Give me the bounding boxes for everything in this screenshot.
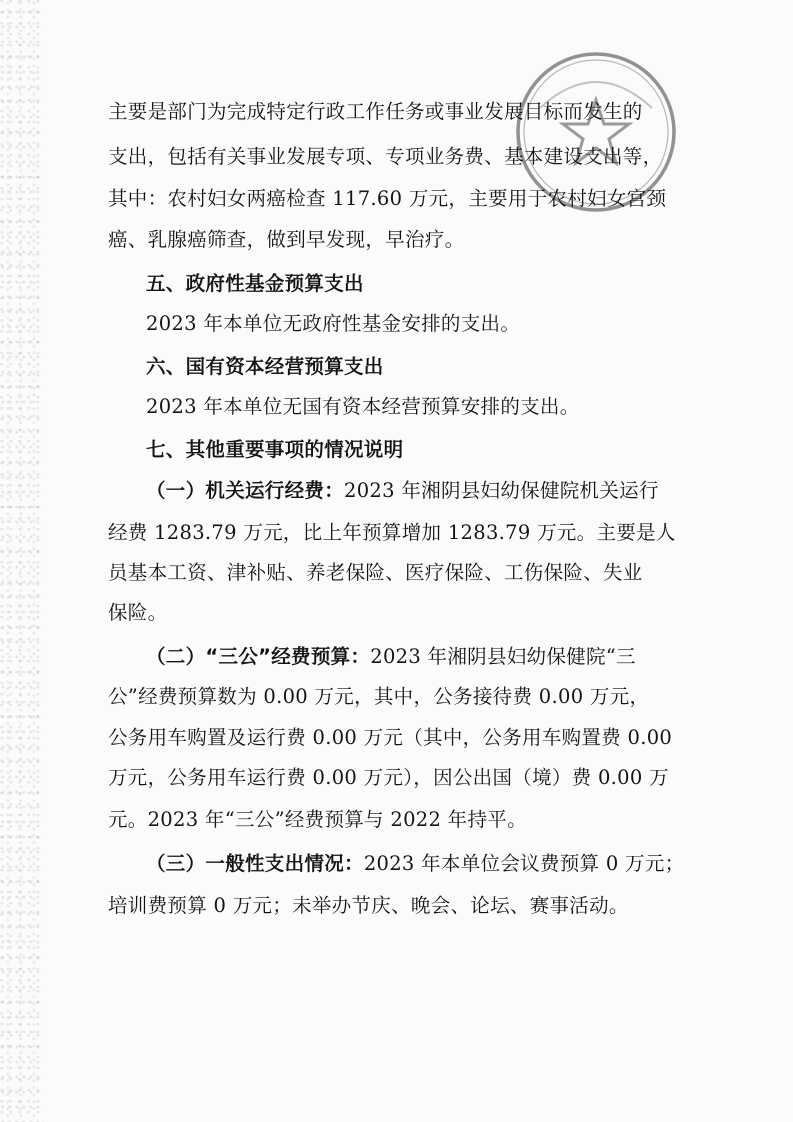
item-2-label: （二）“三公”经费预算： bbox=[146, 645, 371, 668]
paragraph-line: 癌、乳腺癌筛查，做到早发现，早治疗。 bbox=[108, 228, 465, 251]
section-6-text: 2023 年本单位无国有资本经营预算安排的支出。 bbox=[146, 395, 580, 418]
paragraph-line: 主要是部门为完成特定行政工作任务或事业发展目标而发生的 bbox=[108, 100, 643, 123]
item-2-text: 2023 年湘阴县妇幼保健院“三 bbox=[370, 645, 636, 668]
item-1-text: 2023 年湘阴县妇幼保健院机关运行 bbox=[344, 479, 659, 502]
paragraph-line: 经费 1283.79 万元，比上年预算增加 1283.79 万元。主要是人 bbox=[108, 521, 676, 544]
item-1-line bbox=[146, 477, 659, 505]
paragraph-line: 万元，公务用车运行费 0.00 万元），因公出国（境）费 0.00 万 bbox=[108, 766, 669, 789]
paragraph-line: 保险。 bbox=[108, 601, 168, 624]
item-1-label: （一）机关运行经费： bbox=[146, 479, 345, 502]
paragraph-line: 其中：农村妇女两癌检查 117.60 万元，主要用于农村妇女宫颈 bbox=[108, 187, 667, 210]
item-3-line bbox=[146, 850, 684, 878]
item-2-line bbox=[146, 643, 636, 671]
paragraph-line: 培训费预算 0 万元；未举办节庆、晚会、论坛、赛事活动。 bbox=[108, 894, 629, 917]
item-3-text: 2023 年本单位会议费预算 0 万元； bbox=[363, 852, 685, 875]
section-heading-6: 六、国有资本经营预算支出 bbox=[146, 355, 384, 378]
section-heading-5: 五、政府性基金预算支出 bbox=[146, 272, 364, 295]
scan-edge-noise bbox=[0, 0, 44, 1122]
paragraph-line: 公务用车购置及运行费 0.00 万元（其中，公务用车购置费 0.00 bbox=[108, 726, 673, 749]
paragraph-line: 元。2023 年“三公”经费预算与 2022 年持平。 bbox=[108, 808, 527, 831]
paragraph-line: 员基本工资、津补贴、养老保险、医疗保险、工伤保险、失业 bbox=[108, 561, 643, 584]
section-5-text: 2023 年本单位无政府性基金安排的支出。 bbox=[146, 312, 521, 335]
section-heading-7: 七、其他重要事项的情况说明 bbox=[146, 438, 404, 461]
paragraph-line: 公”经费预算数为 0.00 万元，其中，公务接待费 0.00 万元， bbox=[108, 685, 650, 708]
paragraph-line: 支出，包括有关事业发展专项、专项业务费、基本建设支出等， bbox=[108, 145, 663, 168]
item-3-label: （三）一般性支出情况： bbox=[146, 852, 364, 875]
